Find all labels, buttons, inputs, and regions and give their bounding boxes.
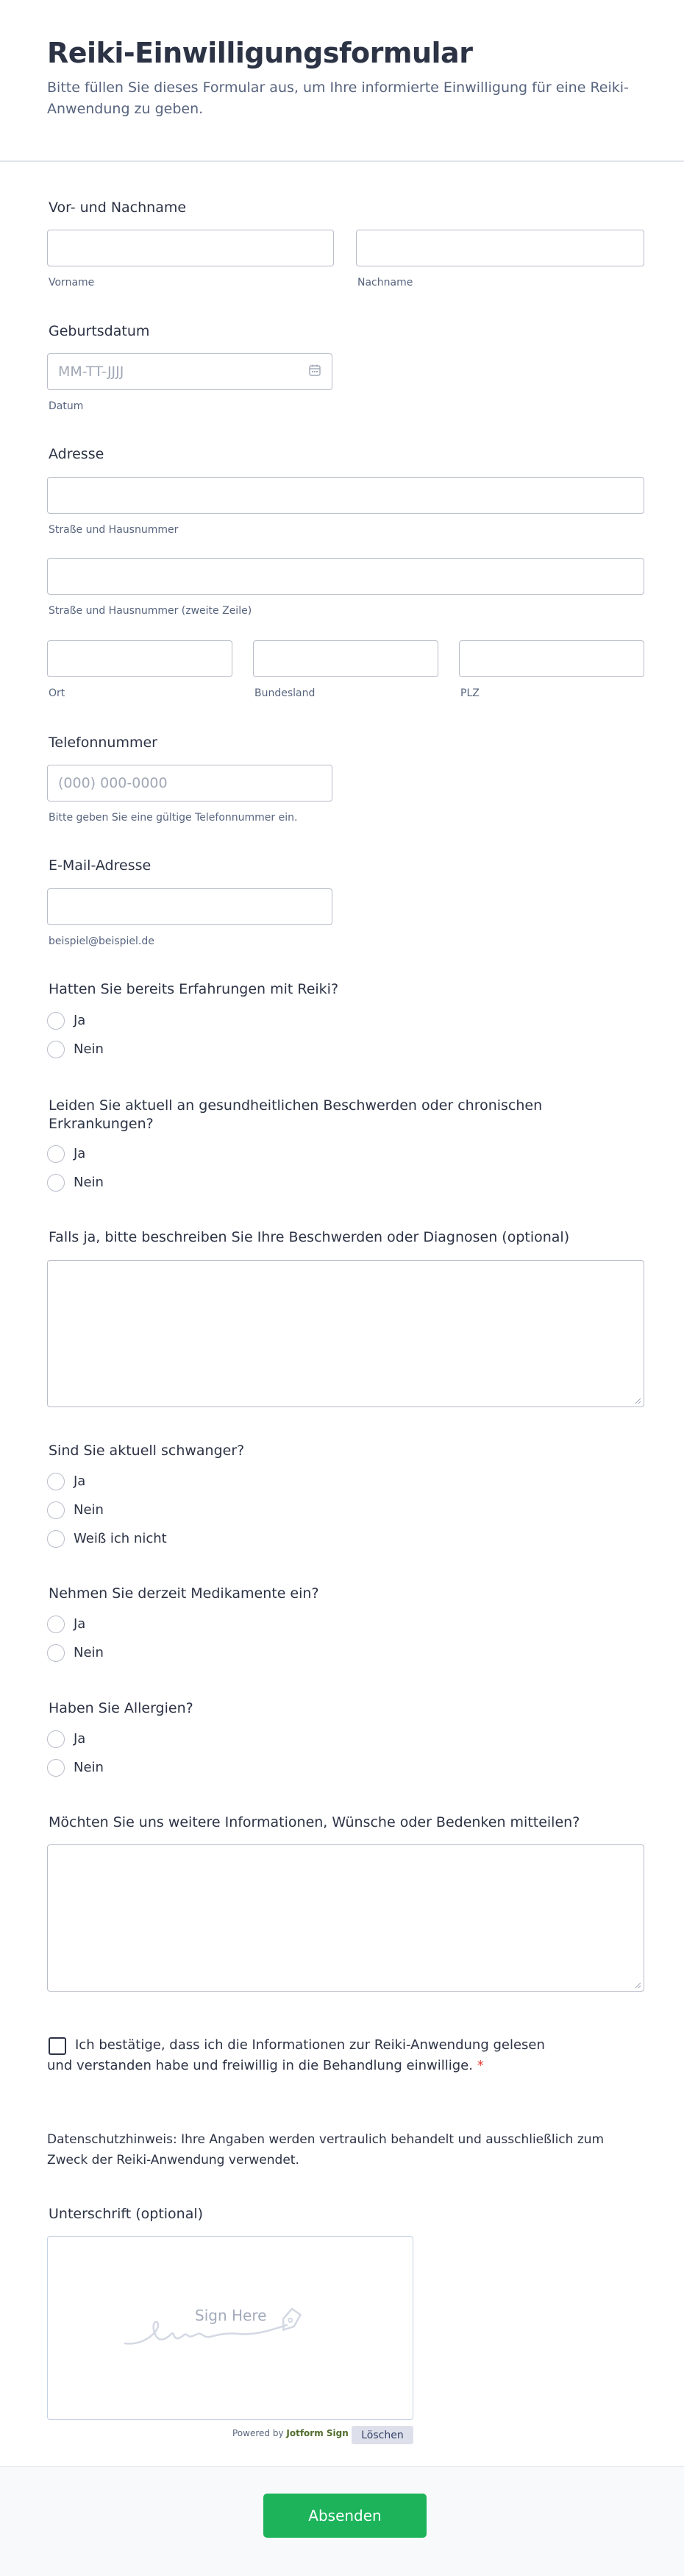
street-sublabel: Straße und Hausnummer	[49, 524, 179, 536]
signature-hint: Sign Here	[195, 2307, 267, 2324]
experience-option-yes[interactable]: Ja	[74, 1013, 86, 1028]
address-label: Adresse	[49, 446, 104, 462]
birthdate-placeholder: MM-TT-JJJJ	[58, 364, 124, 380]
submit-button[interactable]: Absenden	[263, 2494, 427, 2538]
last-name-input[interactable]	[356, 230, 644, 266]
street-input[interactable]	[47, 477, 644, 514]
allergies-option-no[interactable]: Nein	[74, 1760, 104, 1775]
street2-input[interactable]	[47, 558, 644, 595]
health-radio-yes[interactable]	[47, 1145, 65, 1163]
phone-input[interactable]	[47, 765, 332, 802]
first-name-sublabel: Vorname	[49, 277, 95, 289]
more-info-textarea[interactable]	[47, 1844, 644, 1992]
signature-label: Unterschrift (optional)	[49, 2206, 204, 2222]
email-sublabel: beispiel@beispiel.de	[49, 935, 154, 947]
pregnant-option-unknown[interactable]: Weiß ich nicht	[74, 1531, 167, 1546]
pregnant-option-no[interactable]: Nein	[74, 1502, 104, 1518]
health-option-no[interactable]: Nein	[74, 1175, 104, 1190]
medication-option-yes[interactable]: Ja	[74, 1616, 86, 1632]
birthdate-input[interactable]	[47, 353, 332, 390]
health-question: Leiden Sie aktuell an gesundheitlichen Beschwerden oder chronischen Erkrankungen?	[49, 1097, 543, 1132]
first-name-input[interactable]	[47, 230, 334, 266]
describe-question: Falls ja, bitte beschreiben Sie Ihre Beschwerden oder Diagnosen (optional)	[49, 1229, 570, 1245]
powered-by	[232, 2428, 349, 2438]
name-label: Vor- und Nachname	[49, 199, 187, 216]
health-radio-no[interactable]	[47, 1174, 65, 1192]
page-title: Reiki-Einwilligungsformular	[47, 37, 473, 69]
health-option-yes[interactable]: Ja	[74, 1146, 86, 1161]
consent-text-line1[interactable]: Ich bestätige, dass ich die Informationen zur Reiki-Anwendung gelesen	[75, 2037, 545, 2053]
footer-divider	[0, 2466, 684, 2467]
birthdate-label: Geburtsdatum	[49, 323, 150, 339]
city-input[interactable]	[47, 640, 232, 677]
medication-option-no[interactable]: Nein	[74, 1645, 104, 1660]
pregnant-radio-yes[interactable]	[47, 1473, 65, 1490]
experience-radio-no[interactable]	[47, 1041, 65, 1058]
experience-question: Hatten Sie bereits Erfahrungen mit Reiki?	[49, 981, 339, 997]
allergies-radio-yes[interactable]	[47, 1730, 65, 1748]
signature-pad[interactable]	[47, 2236, 413, 2420]
city-sublabel: Ort	[49, 687, 65, 699]
phone-sublabel: Bitte geben Sie eine gültige Telefonnummer ein.	[49, 812, 298, 824]
required-asterisk: *	[477, 2058, 484, 2073]
medication-radio-yes[interactable]	[47, 1616, 65, 1633]
pregnant-radio-no[interactable]	[47, 1501, 65, 1519]
state-sublabel: Bundesland	[254, 687, 316, 699]
pregnant-option-yes[interactable]: Ja	[74, 1473, 86, 1489]
describe-textarea[interactable]	[47, 1260, 644, 1407]
email-label: E-Mail-Adresse	[49, 857, 152, 874]
state-input[interactable]	[253, 640, 438, 677]
street2-sublabel: Straße und Hausnummer (zweite Zeile)	[49, 605, 252, 617]
allergies-option-yes[interactable]: Ja	[74, 1731, 86, 1747]
privacy-notice: Datenschutzhinweis: Ihre Angaben werden vertraulich behandelt und ausschließlich zum Zweck der Reiki-Anwendung verwendet.	[47, 2132, 605, 2168]
zip-sublabel: PLZ	[460, 687, 480, 699]
pregnant-radio-unknown[interactable]	[47, 1530, 65, 1548]
consent-text-line2-content: und verstanden habe und freiwillig in die Behandlung einwillige.	[47, 2058, 473, 2073]
zip-input[interactable]	[459, 640, 644, 677]
phone-placeholder: (000) 000-0000	[58, 775, 168, 791]
powered-brand: Jotform Sign	[286, 2428, 349, 2438]
allergies-question: Haben Sie Allergien?	[49, 1700, 193, 1716]
clear-signature-button[interactable]: Löschen	[352, 2426, 413, 2444]
medication-question: Nehmen Sie derzeit Medikamente ein?	[49, 1585, 319, 1602]
allergies-radio-no[interactable]	[47, 1759, 65, 1777]
powered-prefix: Powered by	[232, 2428, 284, 2438]
header-divider	[0, 160, 684, 162]
consent-text-line2[interactable]	[47, 2058, 484, 2073]
last-name-sublabel: Nachname	[357, 277, 413, 289]
more-info-question: Möchten Sie uns weitere Informationen, Wünsche oder Bedenken mitteilen?	[49, 1814, 580, 1830]
calendar-icon[interactable]	[308, 364, 321, 380]
resize-handle-icon[interactable]	[634, 1981, 641, 1989]
experience-option-no[interactable]: Nein	[74, 1041, 104, 1057]
page-subtitle: Bitte füllen Sie dieses Formular aus, um Ihre informierte Einwilligung für eine Reiki-Anwendung zu geben.	[47, 79, 629, 117]
phone-label: Telefonnummer	[49, 735, 157, 751]
medication-radio-no[interactable]	[47, 1644, 65, 1662]
email-input[interactable]	[47, 888, 332, 925]
consent-checkbox[interactable]	[49, 2037, 66, 2055]
experience-radio-yes[interactable]	[47, 1012, 65, 1030]
pregnant-question: Sind Sie aktuell schwanger?	[49, 1443, 245, 1459]
birthdate-sublabel: Datum	[49, 400, 84, 412]
resize-handle-icon[interactable]	[634, 1397, 641, 1404]
